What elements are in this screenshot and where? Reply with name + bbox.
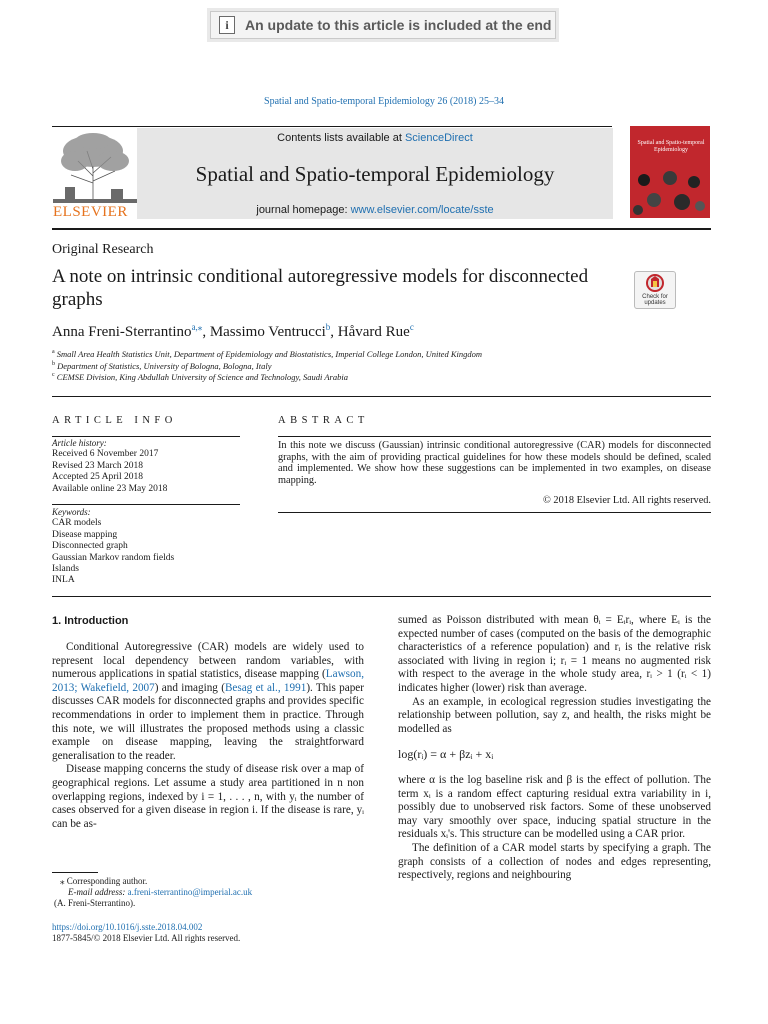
sciencedirect-link[interactable]: ScienceDirect [404, 132, 473, 144]
email-name: (A. Freni-Sterrantino). [54, 898, 136, 908]
abstract-copyright: © 2018 Elsevier Ltd. All rights reserved. [543, 495, 711, 506]
footnote-rule [52, 872, 98, 873]
body-paragraph: As an example, in ecological regression studies investigating the relationship between pollution, say z, and health, the risks might be modelled as [398, 695, 711, 735]
history-item: Revised 23 March 2018 [52, 460, 144, 471]
intro-heading: 1. Introduction [52, 615, 129, 627]
cover-artwork [630, 170, 710, 218]
header-bottom-rule [52, 228, 711, 230]
author-name: Håvard Rue [337, 324, 410, 340]
issn-line: 1877-5845/© 2018 Elsevier Ltd. All rights reserved. [52, 933, 241, 943]
homepage-link[interactable]: www.elsevier.com/locate/sste [350, 204, 494, 216]
email-line: E-mail address: a.freni-sterrantino@imperial.ac.uk [68, 887, 253, 897]
history-label: Article history: [52, 438, 107, 448]
header-top-rule [52, 126, 612, 127]
author-affiliation-marker[interactable]: c [409, 322, 414, 332]
intro-paragraph-1: Conditional Autoregressive (CAR) models are widely used to represent local dependency between random variables, with numerous applications in spatial statistics, disease mapping (Lawson, 2013; Wakefield, 2007) and imaging (Besag et al., 1991). This paper discusses CAR models for disconnected graphs and provides specific recommendations in order to implement them in practice. Through this note, we will illustrates the proposed methods using a classic example on disease mapping, leaving the straightforward generalisation to the reader. [52, 641, 364, 762]
corresponding-author-note: ⁎ Corresponding author. [60, 876, 148, 886]
left-body-column [52, 641, 364, 831]
keywords-rule [52, 504, 240, 505]
keyword: INLA [52, 575, 75, 586]
abstract-text: In this note we discuss (Gaussian) intrinsic conditional autoregressive (CAR) models for disconnected graphs, with the aim of providing practical guidelines for how these models should be defined, scaled and implemented. We show how these suggestions can be implemented in two examples, on disease mapping. [278, 440, 711, 486]
elsevier-wordmark: ELSEVIER [53, 204, 128, 220]
keywords-label: Keywords: [52, 507, 91, 517]
abstract-bottom-rule [278, 512, 711, 513]
abstract-rule [278, 436, 711, 437]
keywords-list [52, 507, 242, 587]
cover-title: Spatial and Spatio-temporal Epidemiology [637, 140, 705, 153]
author-affiliation-marker[interactable]: a,⁎ [191, 322, 203, 332]
article-info-rule [52, 436, 240, 437]
affiliation: $^a$ Small Area Health Statistics Unit, Department of Epidemiology and Biostatistics, Imperial College London, United Kingdom [52, 349, 483, 359]
check-updates-icon [645, 274, 665, 292]
citation-link[interactable]: Lawson, 2013; Wakefield, 2007 [52, 668, 364, 694]
citation-link[interactable]: Besag et al., 1991 [224, 681, 307, 694]
affiliation: $^b$ Department of Statistics, University of Bologna, Bologna, Italy [52, 361, 272, 371]
journal-title: Spatial and Spatio-temporal Epidemiology [195, 162, 555, 186]
keyword: Islands [52, 564, 79, 575]
contents-line: Contents lists available at ScienceDirect [277, 132, 473, 144]
body-paragraph: where α is the log baseline risk and β is the effect of pollution. The term xᵢ is a random effect capturing residual extra variability in i, possibly due to unobserved risk factors. Some of these unobserved may vary smoothly over space, inducing spatial structure in the residuals xᵢ's. This structure can be modelled using a CAR prior. [398, 773, 711, 841]
footnote [52, 876, 364, 909]
doi-link[interactable]: https://doi.org/10.1016/j.sste.2018.04.002 [52, 922, 203, 932]
affiliations-rule [52, 396, 711, 397]
body-paragraph: The definition of a CAR model starts by specifying a graph. The graph consists of a collection of nodes and edges representing, respectively, regions and neighbouring [398, 841, 711, 882]
doi-block [52, 922, 364, 944]
article-info-heading: ARTICLE INFO [52, 415, 177, 426]
affiliation: $^c$ CEMSE Division, King Abdullah University of Science and Technology, Saudi Arabia [52, 372, 348, 382]
keyword: Disconnected graph [52, 541, 128, 552]
history-item: Received 6 November 2017 [52, 449, 159, 460]
update-banner-text: An update to this article is included at the end [245, 17, 552, 33]
email-link[interactable]: a.freni-sterrantino@imperial.ac.uk [127, 887, 253, 897]
keyword: CAR models [52, 518, 102, 529]
abstract-heading: ABSTRACT [278, 415, 369, 426]
section-type: Original Research [52, 242, 154, 257]
right-body-column [398, 614, 711, 883]
keyword: Gaussian Markov random fields [52, 552, 175, 563]
author-name: Massimo Ventrucci [209, 324, 326, 340]
history-item: Accepted 25 April 2018 [52, 472, 144, 483]
check-updates-label: Check for updates [642, 294, 668, 306]
check-for-updates-button[interactable] [634, 271, 676, 309]
elsevier-tree-logo [53, 131, 137, 203]
equation: log(rᵢ) = α + βzᵢ + xᵢ [398, 747, 494, 762]
article-history [52, 438, 242, 495]
intro-paragraph-2: Disease mapping concerns the study of disease risk over a map of geographical regions. Let assume a study area partitioned in n non overlapping regions, indexed by i = 1, . . . , n, with yᵢ the number of cases observed for a given disease in region i. If the disease is rare, yᵢ can be as- [52, 763, 364, 830]
history-item: Available online 23 May 2018 [52, 483, 168, 494]
body-paragraph: sumed as Poisson distributed with mean θᵢ = Eᵢrᵢ, where Eᵢ is the expected number of cases (computed on the basis of the demographic characteristics of a reference population) and rᵢ is the relative risk associated with living in region i; rᵢ = 1 means no augmented risk with respect to the average in the whole study area, rᵢ > 1 (rᵢ < 1) indicates higher (lower) risk than average. [398, 614, 711, 694]
author-list: Anna Freni-Sterrantino$^{a,⁎}$, Massimo Ventrucci$^b$, Håvard Rue$^c$ [52, 322, 414, 340]
journal-cover[interactable] [630, 126, 710, 218]
keyword: Disease mapping [52, 529, 118, 540]
journal-reference[interactable]: Spatial and Spatio-temporal Epidemiology 26 (2018) 25–34 [264, 96, 504, 107]
info-icon: i [219, 16, 235, 34]
update-banner[interactable] [210, 11, 556, 39]
author-name: Anna Freni-Sterrantino [52, 324, 192, 340]
author-affiliation-marker[interactable]: b [325, 322, 331, 332]
homepage-line: journal homepage: www.elsevier.com/locate/sste [256, 204, 494, 216]
body-top-rule [52, 596, 711, 597]
article-title: A note on intrinsic conditional autoregressive models for disconnected graphs [52, 266, 589, 310]
